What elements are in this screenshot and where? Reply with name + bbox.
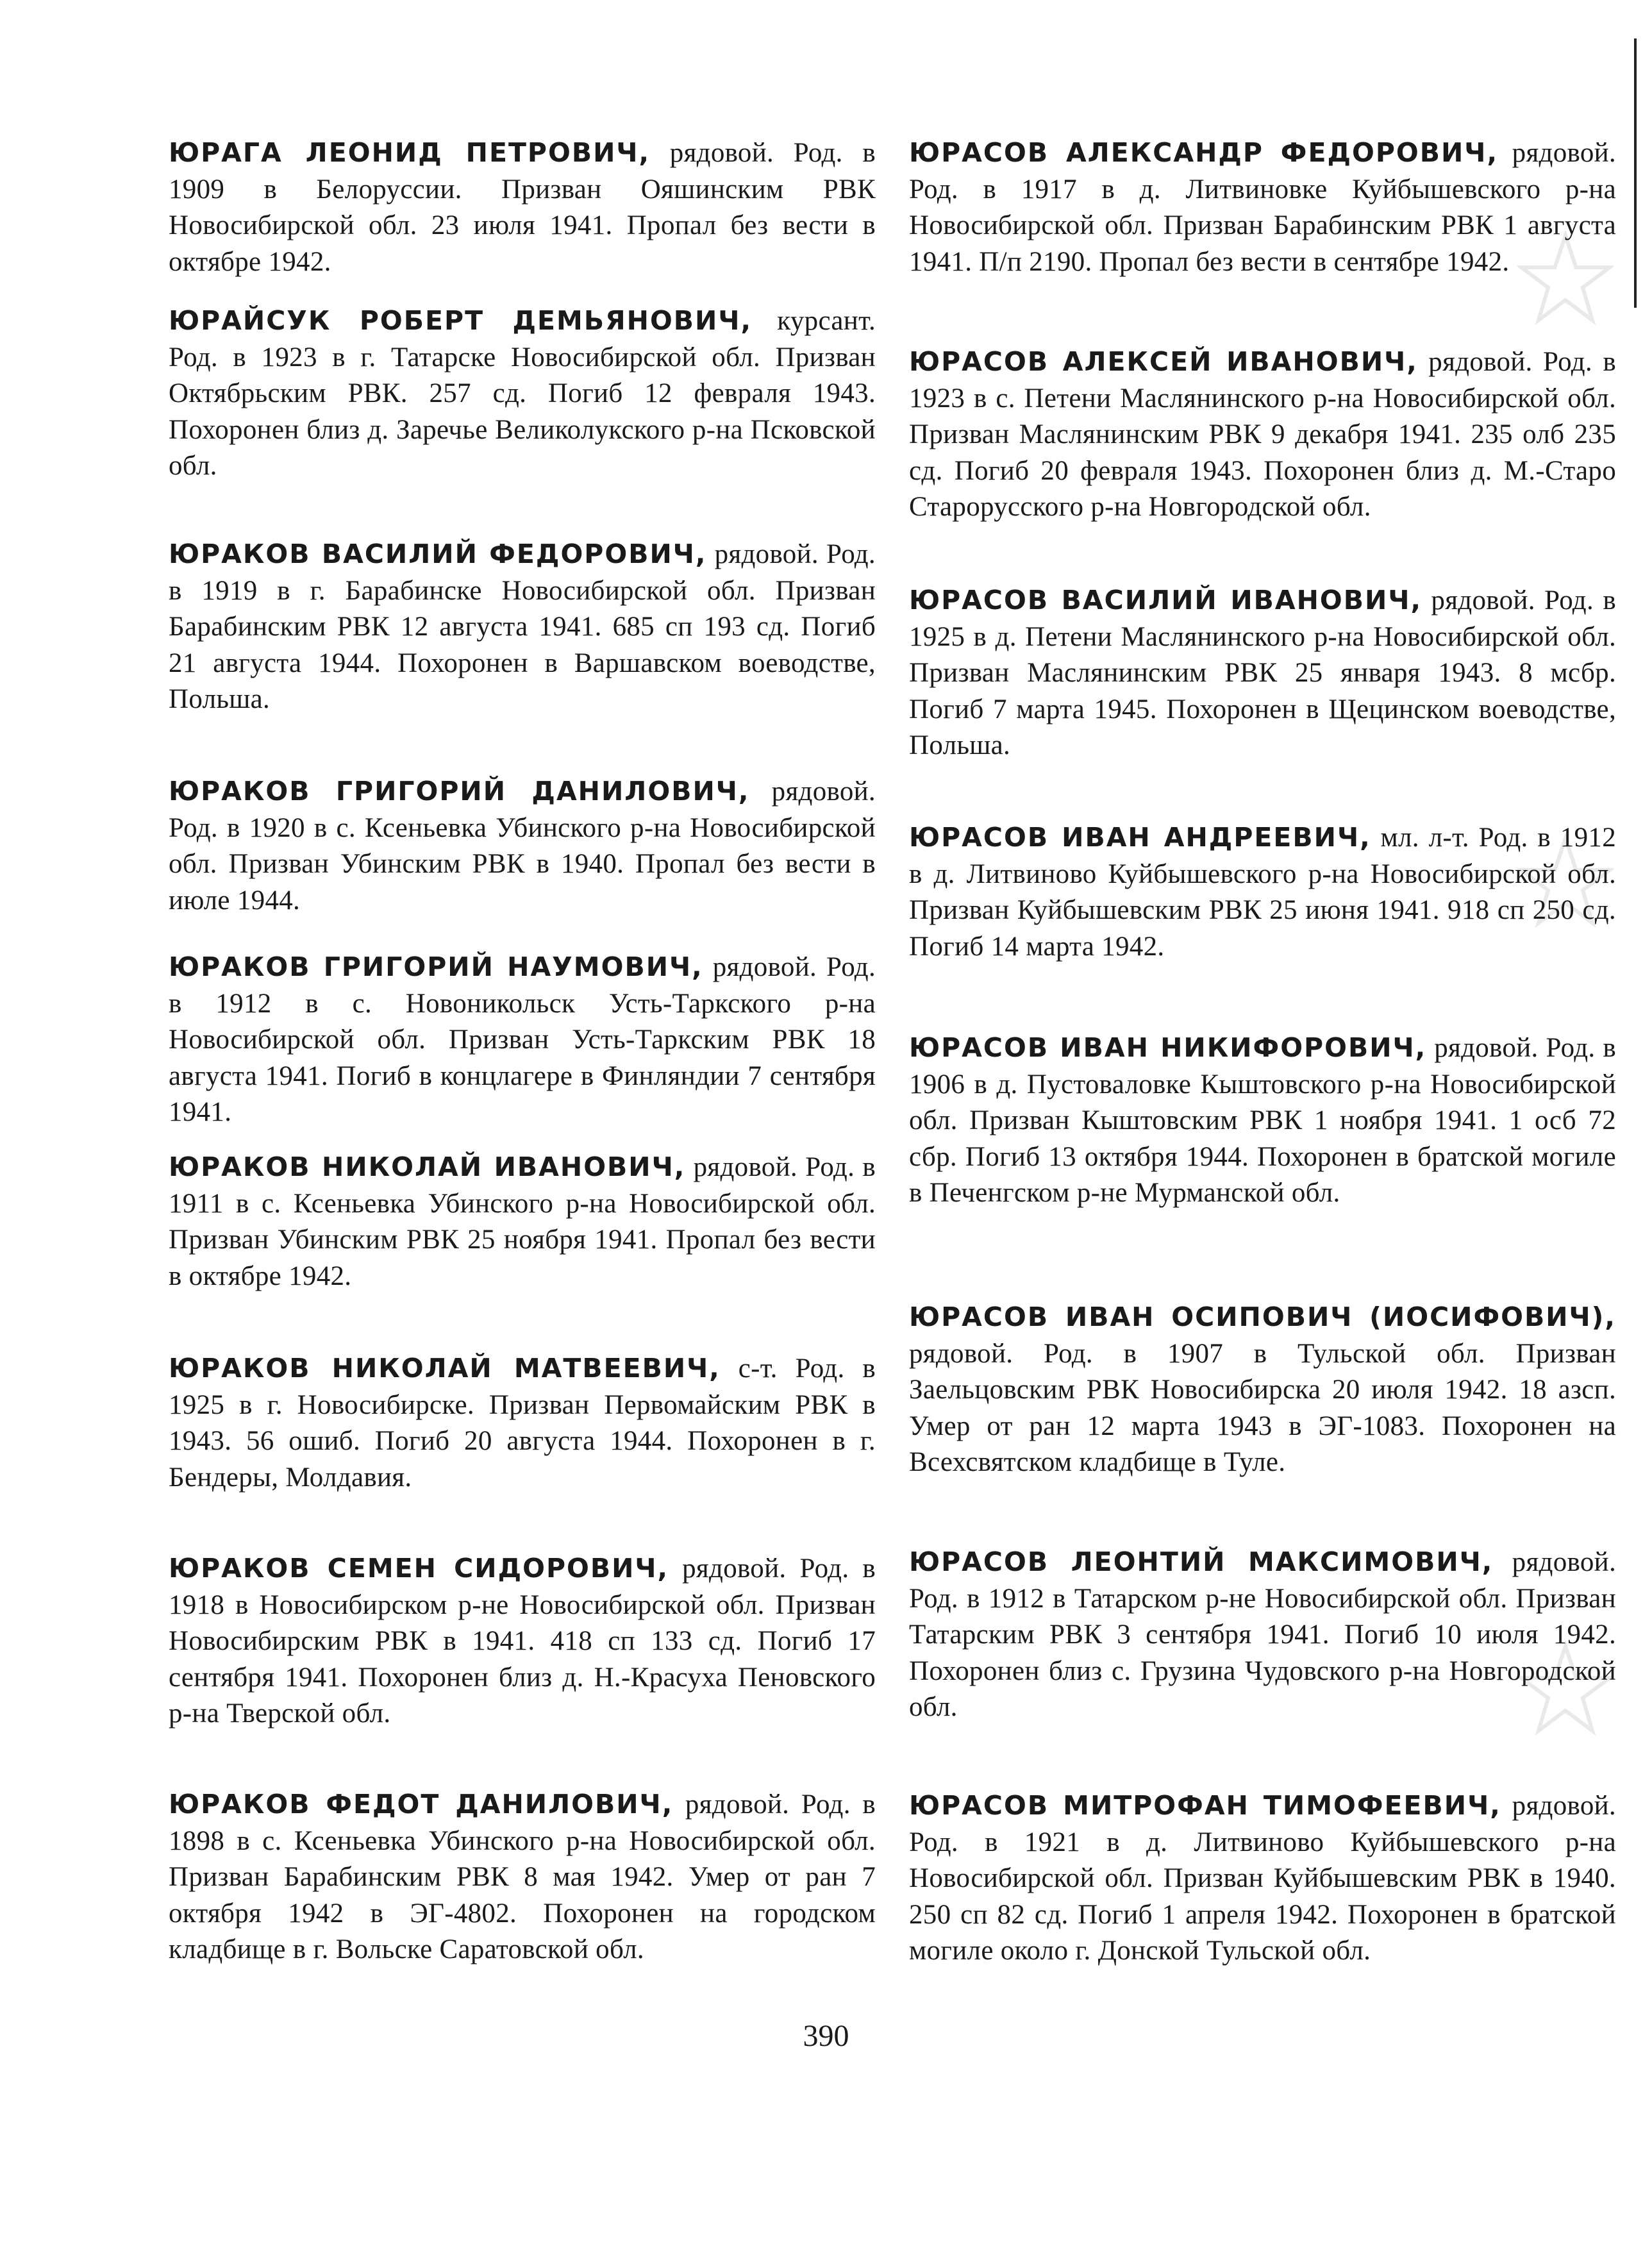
entry-text: рядовой. Род. в 1925 в д. Петени Маслянинского р-на Новосибирской обл. Призван Маслянинским РВК 25 января 1943. 8 мсбр. Погиб 7 марта 1945. Похоронен в Щецинском воеводстве, Польша. xyxy=(909,585,1616,760)
entry-name: ЮРАКОВ СЕМЕН СИДОРОВИЧ, xyxy=(169,1553,669,1584)
entry-name: ЮРАСОВ ИВАН НИКИФОРОВИЧ, xyxy=(909,1032,1427,1063)
entry-text: рядовой. Род. в 1917 в д. Литвиновке Куйбышевского р-на Новосибирской обл. Призван Барабинским РВК 1 августа 1941. П/п 2190. Пропал без вести в сентябре 1942. xyxy=(909,138,1616,277)
entry xyxy=(169,536,876,718)
entry-name: ЮРАКОВ ГРИГОРИЙ ДАНИЛОВИЧ, xyxy=(169,776,750,807)
entry-name: ЮРАКОВ НИКОЛАЙ МАТВЕЕВИЧ, xyxy=(169,1353,721,1384)
entry xyxy=(909,1544,1616,1726)
entry xyxy=(169,1786,876,1968)
entry xyxy=(909,1788,1616,1970)
entry-name: ЮРАСОВ ИВАН АНДРЕЕВИЧ, xyxy=(909,822,1371,853)
entry xyxy=(169,773,876,919)
entry-text: рядовой. Род. в 1907 в Тульской обл. Призван Заельцовским РВК Новосибирска 20 июля 1942. 18 азсп. Умер от ран 12 марта 1943 в ЭГ-1083. Похоронен на Всехсвятском кладбище в Туле. xyxy=(909,1338,1616,1477)
entry-text: рядовой. Род. в 1909 в Белоруссии. Призван Ояшинским РВК Новосибирской обл. 23 июля 1941. Пропал без вести в октябре 1942. xyxy=(169,138,876,277)
entry xyxy=(909,344,1616,526)
entry-name: ЮРАГА ЛЕОНИД ПЕТРОВИЧ, xyxy=(169,137,651,168)
page-number: 390 xyxy=(803,2019,849,2053)
entry-text: мл. л-т. Род. в 1912 в д. Литвиново Куйбышевского р-на Новосибирской обл. Призван Куйбышевским РВК 25 июня 1941. 918 сп 250 сд. Погиб 14 марта 1942. xyxy=(909,823,1616,962)
entry-text: рядовой. Род. в 1906 в д. Пустоваловке Кыштовского р-на Новосибирской обл. Призван Кыштовским РВК 1 ноября 1941. 1 осб 72 сбр. Погиб 13 октября 1944. Похоронен в братской могиле в Печенгском р-не Мурманской обл. xyxy=(909,1033,1616,1208)
entry-text: рядовой. Род. в 1918 в Новосибирском р-не Новосибирской обл. Призван Новосибирским РВК в 1941. 418 сп 133 сд. Погиб 17 сентября 1941. Похоронен близ д. Н.-Красуха Пеновского р-на Тверской обл. xyxy=(169,1553,876,1729)
entry-name: ЮРАСОВ МИТРОФАН ТИМОФЕЕВИЧ, xyxy=(909,1790,1501,1821)
entry-text: рядовой. Род. в 1898 в с. Ксеньевка Убинского р-на Новосибирской обл. Призван Барабинским РВК 8 мая 1942. Умер от ран 7 октября 1942 в ЭГ-4802. Похоронен на городском кладбище в г. Вольске Саратовской обл. xyxy=(169,1789,876,1964)
entry-name: ЮРАСОВ ВАСИЛИЙ ИВАНОВИЧ, xyxy=(909,585,1423,615)
entry xyxy=(909,1030,1616,1212)
entry-name: ЮРАСОВ АЛЕКСАНДР ФЕДОРОВИЧ, xyxy=(909,137,1499,168)
entry xyxy=(169,135,876,280)
entry-name: ЮРАКОВ НИКОЛАЙ ИВАНОВИЧ, xyxy=(169,1151,686,1182)
entry-name: ЮРАСОВ АЛЕКСЕЙ ИВАНОВИЧ, xyxy=(909,346,1418,377)
entry xyxy=(909,1299,1616,1481)
entry-text: рядовой. Род. в 1920 в с. Ксеньевка Убинского р-на Новосибирской обл. Призван Убинским РВК в 1940. Пропал без вести в июле 1944. xyxy=(169,776,876,916)
entry xyxy=(909,582,1616,764)
entry-name: ЮРАСОВ ИВАН ОСИПОВИЧ (ИОСИФОВИЧ), xyxy=(909,1302,1616,1332)
page-edge-line xyxy=(1634,38,1637,308)
entry-name: ЮРАКОВ ГРИГОРИЙ НАУМОВИЧ, xyxy=(169,951,703,982)
entry xyxy=(909,819,1616,965)
entry-name: ЮРАКОВ ФЕДОТ ДАНИЛОВИЧ, xyxy=(169,1789,674,1820)
entry-text: рядовой. Род. в 1912 в Татарском р-не Новосибирской обл. Призван Татарским РВК 3 сентября 1941. Погиб 10 июля 1942. Похоронен близ с. Грузина Чудовского р-на Новгородской обл. xyxy=(909,1547,1616,1722)
entry xyxy=(909,135,1616,280)
entry-text: рядовой. Род. в 1912 в с. Новоникольск Усть-Таркского р-на Новосибирской обл. Призван Усть-Таркским РВК 18 августа 1941. Погиб в концлагере в Финляндии 7 сентября 1941. xyxy=(169,952,876,1127)
entry-text: рядовой. Род. в 1921 в д. Литвиново Куйбышевского р-на Новосибирской обл. Призван Куйбышевским РВК в 1940. 250 сп 82 сд. Погиб 1 апреля 1942. Похоронен в братской могиле около г. Донской Тульской обл. xyxy=(909,1791,1616,1966)
entry xyxy=(169,949,876,1131)
entry-name: ЮРАСОВ ЛЕОНТИЙ МАКСИМОВИЧ, xyxy=(909,1546,1494,1577)
entry xyxy=(169,1149,876,1294)
entry-text: рядовой. Род. в 1911 в с. Ксеньевка Убинского р-на Новосибирской обл. Призван Убинским РВК 25 ноября 1941. Пропал без вести в октябре 1942. xyxy=(169,1152,876,1291)
entry xyxy=(169,1350,876,1496)
entry-text: курсант. Род. в 1923 в г. Татарске Новосибирской обл. Призван Октябрьским РВК. 257 сд. Погиб 12 февраля 1943. Похоронен близ д. Заречье Великолукского р-на Псковской обл. xyxy=(169,306,876,481)
entry-text: с-т. Род. в 1925 в г. Новосибирске. Призван Первомайским РВК в 1943. 56 ошиб. Погиб 20 августа 1944. Похоронен в г. Бендеры, Молдавия. xyxy=(169,1353,876,1493)
entry-name: ЮРАКОВ ВАСИЛИЙ ФЕДОРОВИЧ, xyxy=(169,539,707,569)
entry xyxy=(169,1550,876,1732)
entry xyxy=(169,303,876,485)
entry-text: рядовой. Род. в 1919 в г. Барабинске Новосибирской обл. Призван Барабинским РВК 12 августа 1941. 685 сп 193 сд. Погиб 21 августа 1944. Похоронен в Варшавском воеводстве, Польша. xyxy=(169,539,876,714)
entry-text: рядовой. Род. в 1923 в с. Петени Маслянинского р-на Новосибирской обл. Призван Маслянинским РВК 9 декабря 1941. 235 олб 235 сд. Погиб 20 февраля 1943. Похоронен близ д. М.-Старо Старорусского р-на Новгородской обл. xyxy=(909,347,1616,522)
entry-name: ЮРАЙСУК РОБЕРТ ДЕМЬЯНОВИЧ, xyxy=(169,305,753,336)
